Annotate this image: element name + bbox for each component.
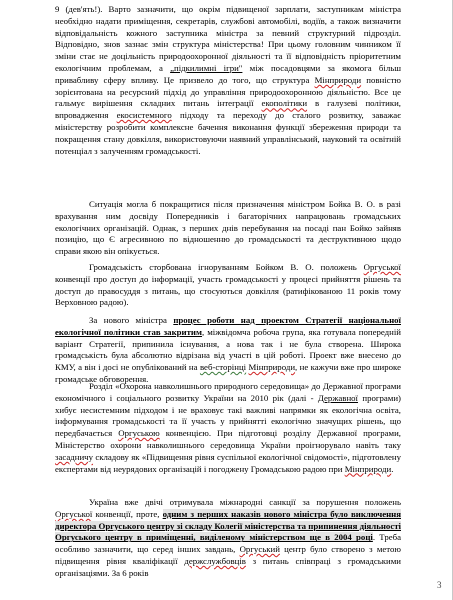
text-run: конвенції, проте, [92, 508, 163, 519]
text-run: підходу та переходу до сталого розвитку, заважає міністерству розробити комплексне бачення виконання функції збереження природи та покращення стану довкілля, використовуючи наявний управлінський, науковий та освітній потенціал з залученням громадськості. [55, 110, 401, 156]
text-run: веб-сторінці [199, 362, 247, 373]
text-run: Оргуської [363, 262, 401, 272]
paragraph-6 [55, 497, 401, 580]
text-run: „підкилимні ігри" [170, 62, 243, 73]
text-run: програми) хибує несистемним підходом і не враховує такі важливі напрямки як екологічна освіта, інформування громадськості та її участь у прийнятті екологічно значущих рішень, що передбачається [55, 392, 401, 439]
paragraph-3 [55, 262, 401, 309]
text-run: конвенцією. При підготовці розділу Державної програми, Міністерство охорони навколишнього середовища України проігнорувало навіть таку [55, 428, 401, 450]
text-run: з питань співпраці з громадськими організаціями. За 6 років [55, 555, 401, 578]
paragraph-1 [55, 4, 401, 157]
text-run: центр було створено з метою підвищення рівня кваліфікації [55, 544, 402, 566]
text-run: Оргуською [118, 428, 160, 439]
text-run: Громадськість сторбована ігноруванням Бойком В. О. положень [89, 262, 364, 272]
text-run: в галузеві політики, впровадження [55, 98, 401, 121]
text-run: , міжвідомча робоча група, яка готувала попередній варіант Стратегії, припинила існування, а нова так і не була створена. Широка громадськість була абсолютно відрізана від участі в цій роботі. Проект вже внесено до КМУ, а він і досі не опублікований на [55, 326, 402, 373]
text-run: Мінприроди [344, 463, 392, 474]
text-run: Оргуської [55, 508, 93, 519]
paragraph-5 [55, 381, 401, 475]
text-run: , не кажучи вже про широке громадське обговорення. [55, 362, 401, 384]
paragraph-4 [55, 315, 401, 386]
text-run: Ситуація могла б покращитися після призначення міністром Бойка В. О. в разі врахування ним досвіду Попередників і багаторічних напрацювань громадських екологічних організацій. Однак, з перших днів перебування на посаді пан Бойко зайняв позицію, що Є агресивною по відношенню до громадськості та деструктивною щодо справи якою він опікується. [55, 199, 401, 257]
text-run: 9 (дев'ять!). Варто зазначити, що окрім підвищеної зарплати, заступникам міністра необхідно надати приміщення, секретарів, службові автомобілі, водіїв, а також визначити відповідальність кожного заступника міністра за певний структурний підрозділ. Відповідно, знов зазнає змін структура міністерства! При цьому головним чинником її зміни стає не доцільність природоохоронної діяльності та її відповідність пріоритетним екологічним проблемам, а [55, 4, 401, 73]
text-run: складову як «Підвищення рівня суспільної екологічної свідомості», підготовлену експертами від неурядових організацій і погоджену Громадською радою при [55, 451, 401, 474]
text-run: Україна вже двічі отримувала міжнародні санкції за порушення положень [89, 497, 401, 507]
text-run: процес роботи над проектом Стратегії національної екологічної політики став закритим [55, 315, 401, 337]
text-run: . Треба особливо зазначити, що серед інших завдань, [55, 532, 401, 555]
text-run: між посадовцями за якомога більш привабливу сферу впливу. Це призвело до того, що структура [55, 62, 401, 85]
text-run: конвенції про доступ до інформації, участь громадськості у процесі прийняття рішень та доступ до правосуддя з питань, що стосуються довкілля (ратифікованою 11 років тому Верховною радою). [55, 273, 401, 308]
text-run: Оргуський [239, 544, 280, 555]
text-run: За нового міністра [89, 315, 174, 325]
text-run: одним з перших наказів нового міністра було виключення директора Оргуського центру зі складу Колегії міністерства та припинення діяльності Оргуського центру в приміщенні, виділеному міністерством ще в 2004 році [55, 508, 401, 543]
paragraph-2 [55, 199, 401, 258]
text-run: Розділ «Охорона навколишнього природного середовища» до Державної програми економічного і соціального розвитку України на 2010 рік (далі - [55, 381, 401, 403]
text-run: засадничу [55, 451, 94, 462]
text-run: екополітики [261, 98, 308, 109]
page-number: 3 [437, 580, 442, 590]
text-run: держслужбовців [184, 555, 246, 566]
text-run: Державної [317, 392, 359, 403]
text-run: екосистемного [116, 110, 172, 121]
text-run: повністю зорієнтована на ресурсний підхід до управління природоохоронною діяльністю. Все це гальмує вирішення складних питань інтеграції [55, 74, 402, 109]
text-run: . [391, 463, 394, 474]
text-run: Мінприроди [314, 74, 362, 85]
text-run: Мінприроди [248, 362, 296, 373]
